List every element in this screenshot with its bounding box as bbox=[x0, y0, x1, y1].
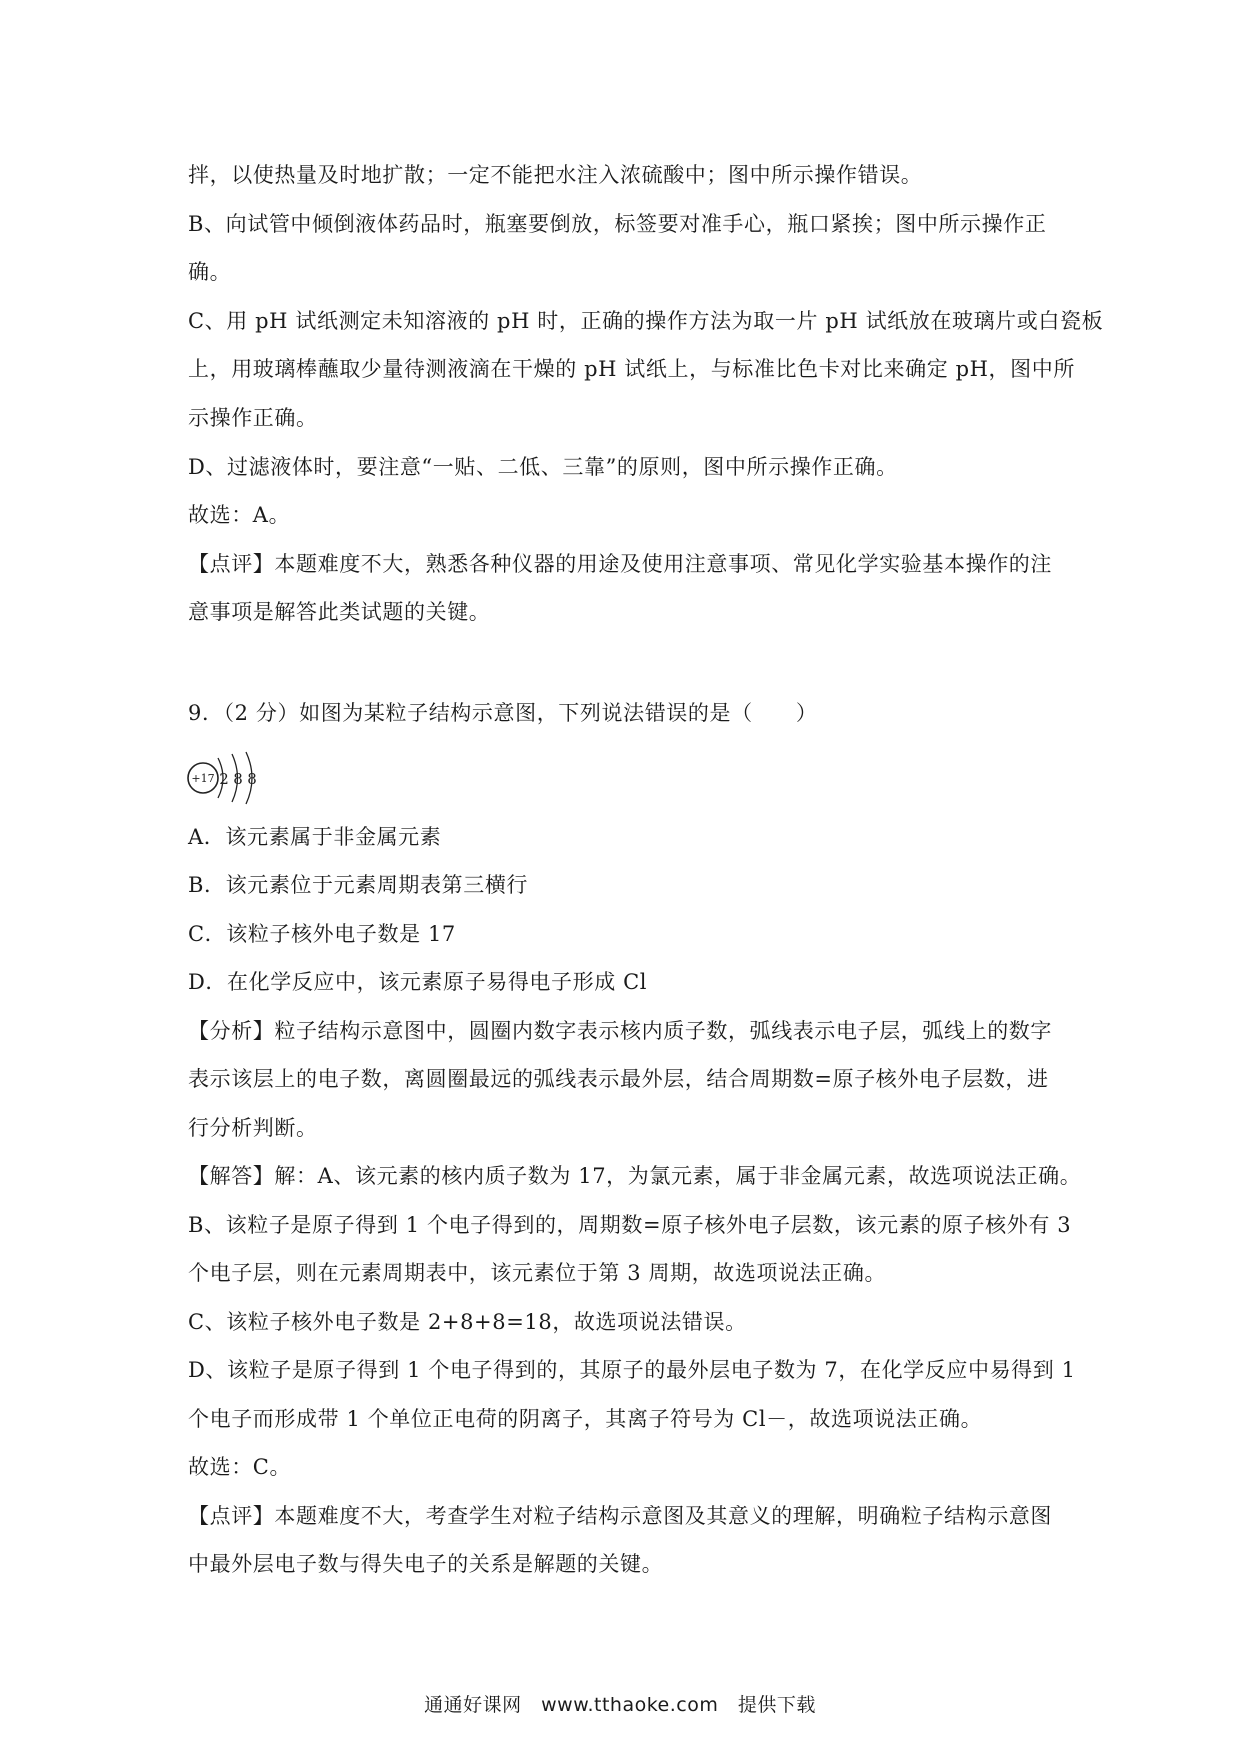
text-line: B、该粒子是原子得到 1 个电子得到的，周期数=原子核外电子层数，该元素的原子核外有 3 bbox=[188, 1213, 1072, 1237]
shell-electron-count: 8 bbox=[247, 770, 257, 788]
option-d: D．在化学反应中，该元素原子易得电子形成 Cl bbox=[188, 970, 648, 994]
page-footer: 通通好课网 www.tthaoke.com 提供下载 bbox=[424, 1694, 816, 1716]
question-stem: 9．（2 分）如图为某粒子结构示意图，下列说法错误的是（ ） bbox=[188, 701, 818, 725]
text-line: 示操作正确。 bbox=[188, 406, 318, 430]
text-line: D、过滤液体时，要注意“一贴、二低、三靠”的原则，图中所示操作正确。 bbox=[188, 455, 898, 479]
text-line: 意事项是解答此类试题的关键。 bbox=[188, 600, 491, 624]
text-line: 故选：A。 bbox=[188, 503, 291, 527]
particle-structure-diagram bbox=[186, 750, 266, 806]
text-line: 故选：C。 bbox=[188, 1455, 292, 1479]
text-line: 拌，以使热量及时地扩散；一定不能把水注入浓硫酸中；图中所示操作错误。 bbox=[188, 163, 923, 187]
text-line: D、该粒子是原子得到 1 个电子得到的，其原子的最外层电子数为 7，在化学反应中易得到 1 bbox=[188, 1358, 1076, 1382]
text-line: 确。 bbox=[188, 260, 232, 284]
text-line: C、该粒子核外电子数是 2+8+8=18，故选项说法错误。 bbox=[188, 1310, 747, 1334]
option-b: B．该元素位于元素周期表第三横行 bbox=[188, 873, 529, 897]
text-line: 个电子而形成带 1 个单位正电荷的阴离子，其离子符号为 Cl－，故选项说法正确。 bbox=[188, 1407, 983, 1431]
nucleus-charge: +17 bbox=[191, 772, 215, 785]
text-line: 【解答】解：A、该元素的核内质子数为 17，为氯元素，属于非金属元素，故选项说法正确。 bbox=[188, 1164, 1082, 1188]
text-line: 表示该层上的电子数，离圆圈最远的弧线表示最外层，结合周期数=原子核外电子层数，进 bbox=[188, 1067, 1049, 1091]
text-line: 个电子层，则在元素周期表中，该元素位于第 3 周期，故选项说法正确。 bbox=[188, 1261, 887, 1285]
option-a: A．该元素属于非金属元素 bbox=[188, 825, 442, 849]
text-line: C、用 pH 试纸测定未知溶液的 pH 时，正确的操作方法为取一片 pH 试纸放在玻璃片或白瓷板 bbox=[188, 309, 1104, 333]
text-line: 中最外层电子数与得失电子的关系是解题的关键。 bbox=[188, 1552, 664, 1576]
text-line: 【点评】本题难度不大，考查学生对粒子结构示意图及其意义的理解，明确粒子结构示意图 bbox=[188, 1504, 1052, 1528]
text-line: 行分析判断。 bbox=[188, 1116, 318, 1140]
text-line: B、向试管中倾倒液体药品时，瓶塞要倒放，标签要对准手心，瓶口紧挨；图中所示操作正 bbox=[188, 212, 1047, 236]
option-c: C．该粒子核外电子数是 17 bbox=[188, 922, 456, 946]
text-line: 【点评】本题难度不大，熟悉各种仪器的用途及使用注意事项、常见化学实验基本操作的注 bbox=[188, 552, 1052, 576]
text-line: 上，用玻璃棒蘸取少量待测液滴在干燥的 pH 试纸上，与标准比色卡对比来确定 pH，图中所 bbox=[188, 357, 1075, 381]
shell-electron-count: 8 bbox=[233, 770, 243, 788]
text-line: 【分析】粒子结构示意图中，圆圈内数字表示核内质子数，弧线表示电子层，弧线上的数字 bbox=[188, 1019, 1052, 1043]
shell-electron-count: 2 bbox=[219, 770, 229, 788]
